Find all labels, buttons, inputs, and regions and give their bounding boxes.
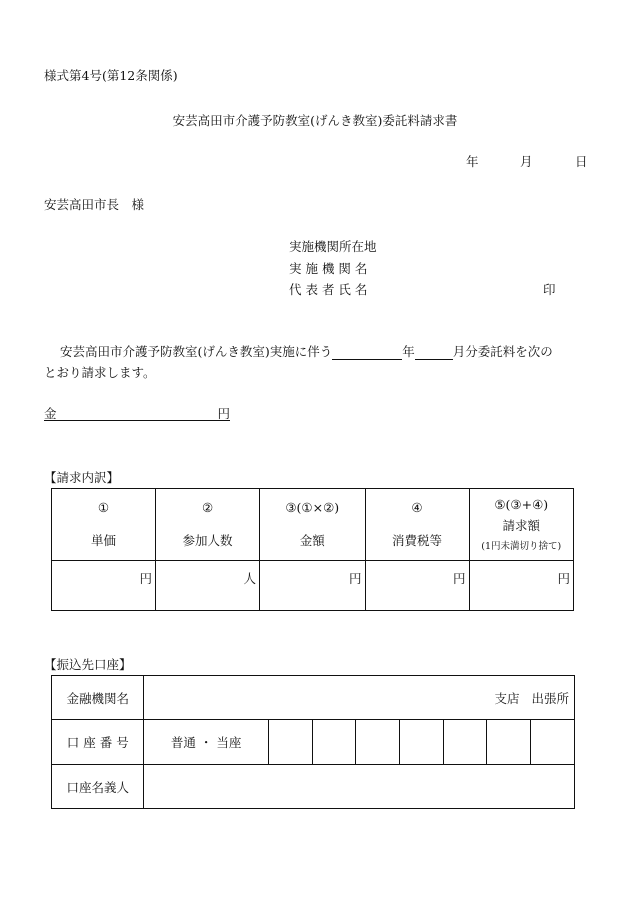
- document-title: 安芸高田市介護予防教室(げんき教室)委託料請求書: [172, 113, 458, 128]
- breakdown-table: [51, 488, 574, 611]
- account-digit-cell[interactable]: [356, 720, 400, 765]
- account-digit-cell[interactable]: [487, 720, 531, 765]
- month-blank[interactable]: [415, 345, 453, 360]
- col-note: (1円未満切り捨て): [481, 541, 562, 552]
- amount-cell[interactable]: [260, 561, 365, 611]
- branch-label: 支店: [494, 690, 520, 706]
- col-num: ④: [411, 500, 423, 515]
- col-unit-price: [52, 489, 156, 561]
- year-blank[interactable]: [332, 345, 402, 360]
- unit-yen: 円: [453, 571, 466, 586]
- col-participants: [156, 489, 260, 561]
- amount-prefix: 金: [44, 406, 57, 421]
- request-sentence: [60, 342, 553, 360]
- address-label: 実施機関所在地: [289, 239, 377, 254]
- date-year: 年: [466, 154, 479, 169]
- unit-yen: 円: [557, 571, 570, 586]
- form-number: 様式第4号(第12条関係): [44, 68, 178, 83]
- account-digit-cell[interactable]: [268, 720, 312, 765]
- col-label: 単価: [91, 533, 117, 548]
- amount-suffix: 円: [217, 406, 230, 421]
- bank-heading: 【振込先口座】: [44, 657, 132, 672]
- account-digit-cell[interactable]: [443, 720, 487, 765]
- billing-amount-cell[interactable]: [469, 561, 573, 611]
- sub-branch-label: 出張所: [531, 690, 569, 706]
- account-type-option[interactable]: 普通 ・ 当座: [144, 720, 268, 765]
- date-month: 月: [520, 154, 533, 169]
- col-label: 金額: [299, 533, 325, 548]
- seal-mark: 印: [543, 282, 556, 297]
- bank-name-cell[interactable]: [144, 676, 575, 720]
- request-text-a: 安芸高田市介護予防教室(げんき教室)実施に伴う: [60, 344, 333, 359]
- year-unit: 年: [402, 344, 415, 359]
- unit-yen: 円: [348, 571, 362, 586]
- col-num: ③(①×②): [285, 500, 340, 515]
- col-billing-amount: [469, 489, 573, 561]
- tax-cell[interactable]: [365, 561, 469, 611]
- account-digit-cell[interactable]: [312, 720, 356, 765]
- col-num: ⑤(③+④): [494, 497, 549, 512]
- breakdown-heading: 【請求内訳】: [44, 470, 120, 485]
- account-digit-cell[interactable]: [400, 720, 444, 765]
- org-name-label: 実 施 機 関 名: [289, 261, 368, 276]
- participants-cell[interactable]: [156, 561, 260, 611]
- request-text-line2: とおり請求します。: [44, 365, 156, 380]
- account-number-label: 口 座 番 号: [52, 720, 144, 765]
- representative-label: 代 表 者 氏 名: [289, 282, 368, 297]
- unit-price-cell[interactable]: [52, 561, 156, 611]
- date-day: 日: [575, 154, 588, 169]
- col-label: 消費税等: [392, 533, 443, 548]
- bank-name-label: 金融機関名: [52, 676, 144, 720]
- request-text-b: 月分委託料を次の: [452, 344, 553, 359]
- account-holder-cell[interactable]: [144, 765, 575, 809]
- account-holder-label: 口座名義人: [52, 765, 144, 809]
- addressee: 安芸高田市長 様: [44, 197, 145, 212]
- unit-yen: 円: [139, 571, 153, 586]
- col-label: 請求額: [502, 518, 541, 533]
- amount-field[interactable]: [44, 404, 230, 421]
- col-num: ①: [97, 500, 110, 515]
- bank-table: [51, 675, 575, 809]
- col-num: ②: [201, 500, 214, 515]
- unit-people: 人: [243, 571, 257, 586]
- col-amount: [260, 489, 365, 561]
- col-tax: [365, 489, 469, 561]
- account-digit-cell[interactable]: [531, 720, 575, 765]
- col-label: 参加人数: [182, 533, 233, 548]
